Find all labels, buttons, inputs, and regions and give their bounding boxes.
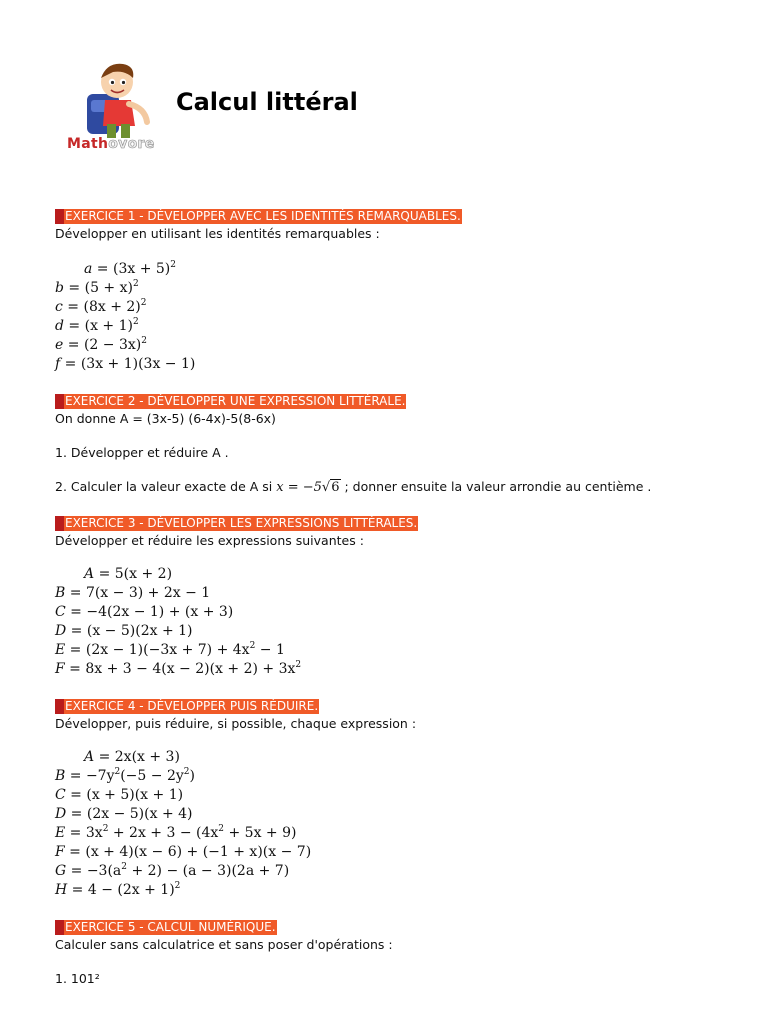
expression-B: $B = -7y^2(-5 - 2y^2)$ xyxy=(55,767,195,784)
equation-e: $e = (2 - 3x)^2$ xyxy=(55,336,147,353)
exercise-2-question-2: 2. Calculer la valeur exacte de A si x = −5√6 ; donner ensuite la valeur arrondie au centième . xyxy=(55,479,652,495)
expression-D: D = (2x − 5)(x + 4) xyxy=(55,806,193,822)
equation-f: f = (3x + 1)(3x − 1) xyxy=(55,356,196,372)
expression-F: $F = 8x + 3 - 4(x - 2)(x + 2) + 3x^2$ xyxy=(55,660,302,677)
expression-G: $G = -3(a^2 + 2) - (a - 3)(2a + 7)$ xyxy=(55,862,290,879)
equation-d: $d = (x + 1)^2$ xyxy=(55,317,139,334)
value-of-x: x = −5√6 xyxy=(276,480,340,495)
exercise-1-instruction: Développer en utilisant les identités remarquables : xyxy=(55,226,380,241)
expression-D: D = (x − 5)(2x + 1) xyxy=(55,623,193,639)
expression-C: C = (x + 5)(x + 1) xyxy=(55,787,184,803)
expression-A: A = 5(x + 2) xyxy=(84,566,173,582)
exercise-4-equations xyxy=(55,748,715,900)
exercise-5-item-1: 1. 101² xyxy=(55,971,100,986)
exercise-3-instruction: Développer et réduire les expressions suivantes : xyxy=(55,533,364,548)
mathovore-logo-text: Mathovore xyxy=(67,136,155,152)
exercise-3-heading: EXERCICE 3 - DÉVELOPPER LES EXPRESSIONS LITTÉRALES. xyxy=(55,516,418,531)
expression-F: F = (x + 4)(x − 6) + (−1 + x)(x − 7) xyxy=(55,844,312,860)
expression-A: A = 2x(x + 3) xyxy=(84,749,180,765)
exercise-5-heading: EXERCICE 5 - CALCUL NUMÉRIQUE. xyxy=(55,920,277,935)
expression-H: $H = 4 - (2x + 1)^2$ xyxy=(55,881,181,898)
exercise-1-heading: EXERCICE 1 - DÉVELOPPER AVEC LES IDENTITÉS REMARQUABLES. xyxy=(55,209,462,224)
equation-b: $b = (5 + x)^2$ xyxy=(55,279,139,296)
expression-E: $E = (2x - 1)(-3x + 7) + 4x^2 - 1$ xyxy=(55,641,285,658)
exercise-2 xyxy=(55,390,715,496)
expression-B: B = 7(x − 3) + 2x − 1 xyxy=(55,585,211,601)
expression-E: $E = 3x^2 + 2x + 3 - (4x^2 + 5x + 9)$ xyxy=(55,824,297,841)
exercise-4 xyxy=(55,695,715,900)
exercise-4-heading: EXERCICE 4 - DÉVELOPPER PUIS RÉDUIRE. xyxy=(55,699,319,714)
exercise-5 xyxy=(55,916,715,987)
exercise-3-equations xyxy=(55,565,715,679)
equation-a: $a = (3x + 5)^2$ xyxy=(84,260,176,277)
exercise-2-given: On donne A = (3x-5) (6-4x)-5(8-6x) xyxy=(55,411,276,426)
exercise-2-question-1: 1. Développer et réduire A . xyxy=(55,445,229,460)
page-title: Calcul littéral xyxy=(176,88,358,116)
exercise-1 xyxy=(55,205,715,374)
page-header xyxy=(55,58,715,158)
exercise-1-equations xyxy=(55,260,715,374)
exercise-3 xyxy=(55,512,715,679)
exercise-5-instruction: Calculer sans calculatrice et sans poser d'opérations : xyxy=(55,937,393,952)
expression-C: C = −4(2x − 1) + (x + 3) xyxy=(55,604,234,620)
equation-c: $c = (8x + 2)^2$ xyxy=(55,298,147,315)
exercise-list xyxy=(55,205,715,987)
exercise-2-heading: EXERCICE 2 - DÉVELOPPER UNE EXPRESSION LITTÉRALE. xyxy=(55,394,406,409)
exercise-4-instruction: Développer, puis réduire, si possible, chaque expression : xyxy=(55,716,417,731)
